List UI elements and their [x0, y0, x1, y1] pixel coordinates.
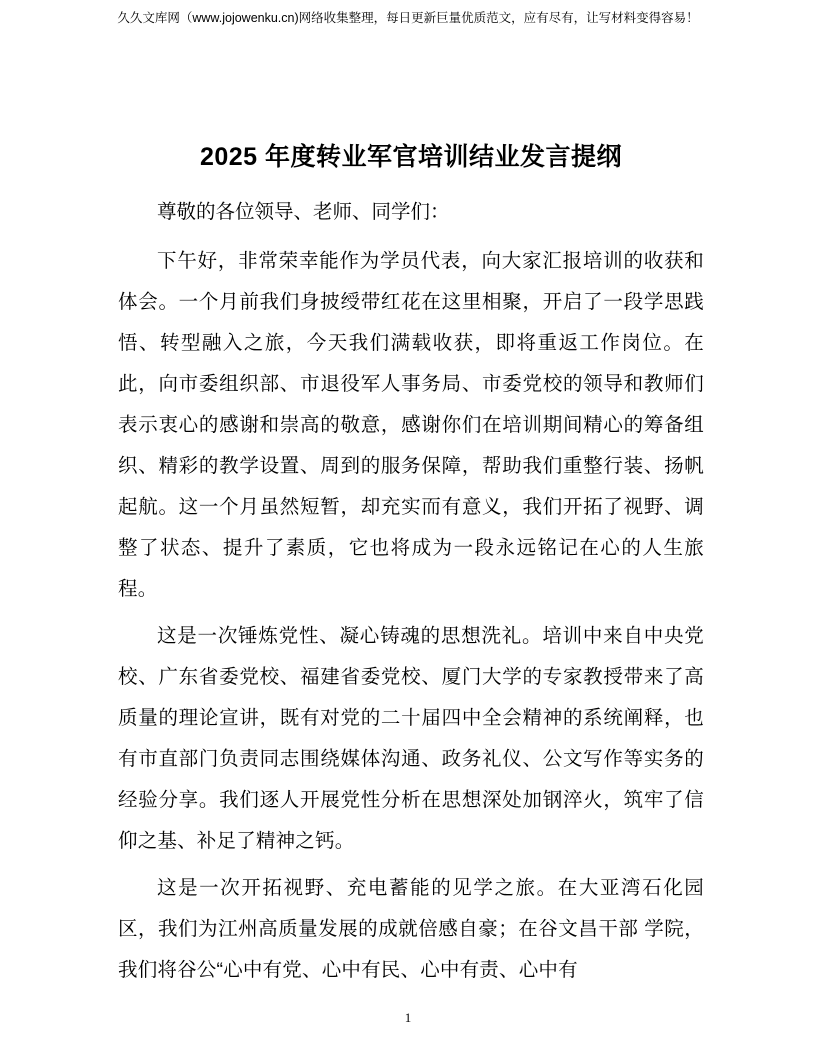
page-number: 1 [404, 1010, 412, 1025]
watermark-banner: 久久文库网（www.jojowenku.cn)网络收集整理，每日更新巨量优质范文，应有尽有，让写材料变得容易！ [117, 11, 699, 25]
paragraph-3: 这是一次开拓视野、充电蓄能的见学之旅。在大亚湾石化园区，我们为江州高质量发展的成就倍感自豪；在谷文昌干部 学院，我们将谷公“心中有党、心中有民、心中有责、心中有 [118, 877, 704, 981]
paragraph-2: 这是一次锤炼党性、凝心铸魂的思想洗礼。培训中来自中央党校、广东省委党校、福建省委党校、厦门大学的专家教授带来了高质量的理论宣讲，既有对党的二十届四中全会精神的系统阐释，也有市直部门负责同志围绕媒体沟通、政务礼仪、公文写作等实务的经验分享。我们逐人开展党性分析在思想深处加钢淬火，筑牢了信仰之基、补足了精神之钙。 [118, 625, 704, 852]
document-body [118, 140, 704, 997]
salutation-line: 尊敬的各位领导、老师、同学们： [157, 201, 450, 223]
paragraph-1: 下午好，非常荣幸能作为学员代表，向大家汇报培训的收获和体会。一个月前我们身披绶带红花在这里相聚，开启了一段学思践悟、转型融入之旅，今天我们满载收获，即将重返工作岗位。在此，向市委组织部、市退役军人事务局、市委党校的领导和教师们表示衷心的感谢和崇高的敬意，感谢你们在培训期间精心的筹备组织、精彩的教学设置、周到的服务保障，帮助我们重整行装、扬帆起航。这一个月虽然短暂，却充实而有意义，我们开拓了视野、调整了状态、提升了素质，它也将成为一段永远铭记在心的人生旅程。 [118, 250, 704, 600]
page-title: 2025 年度转业军官培训结业发言提纲 [199, 143, 623, 171]
